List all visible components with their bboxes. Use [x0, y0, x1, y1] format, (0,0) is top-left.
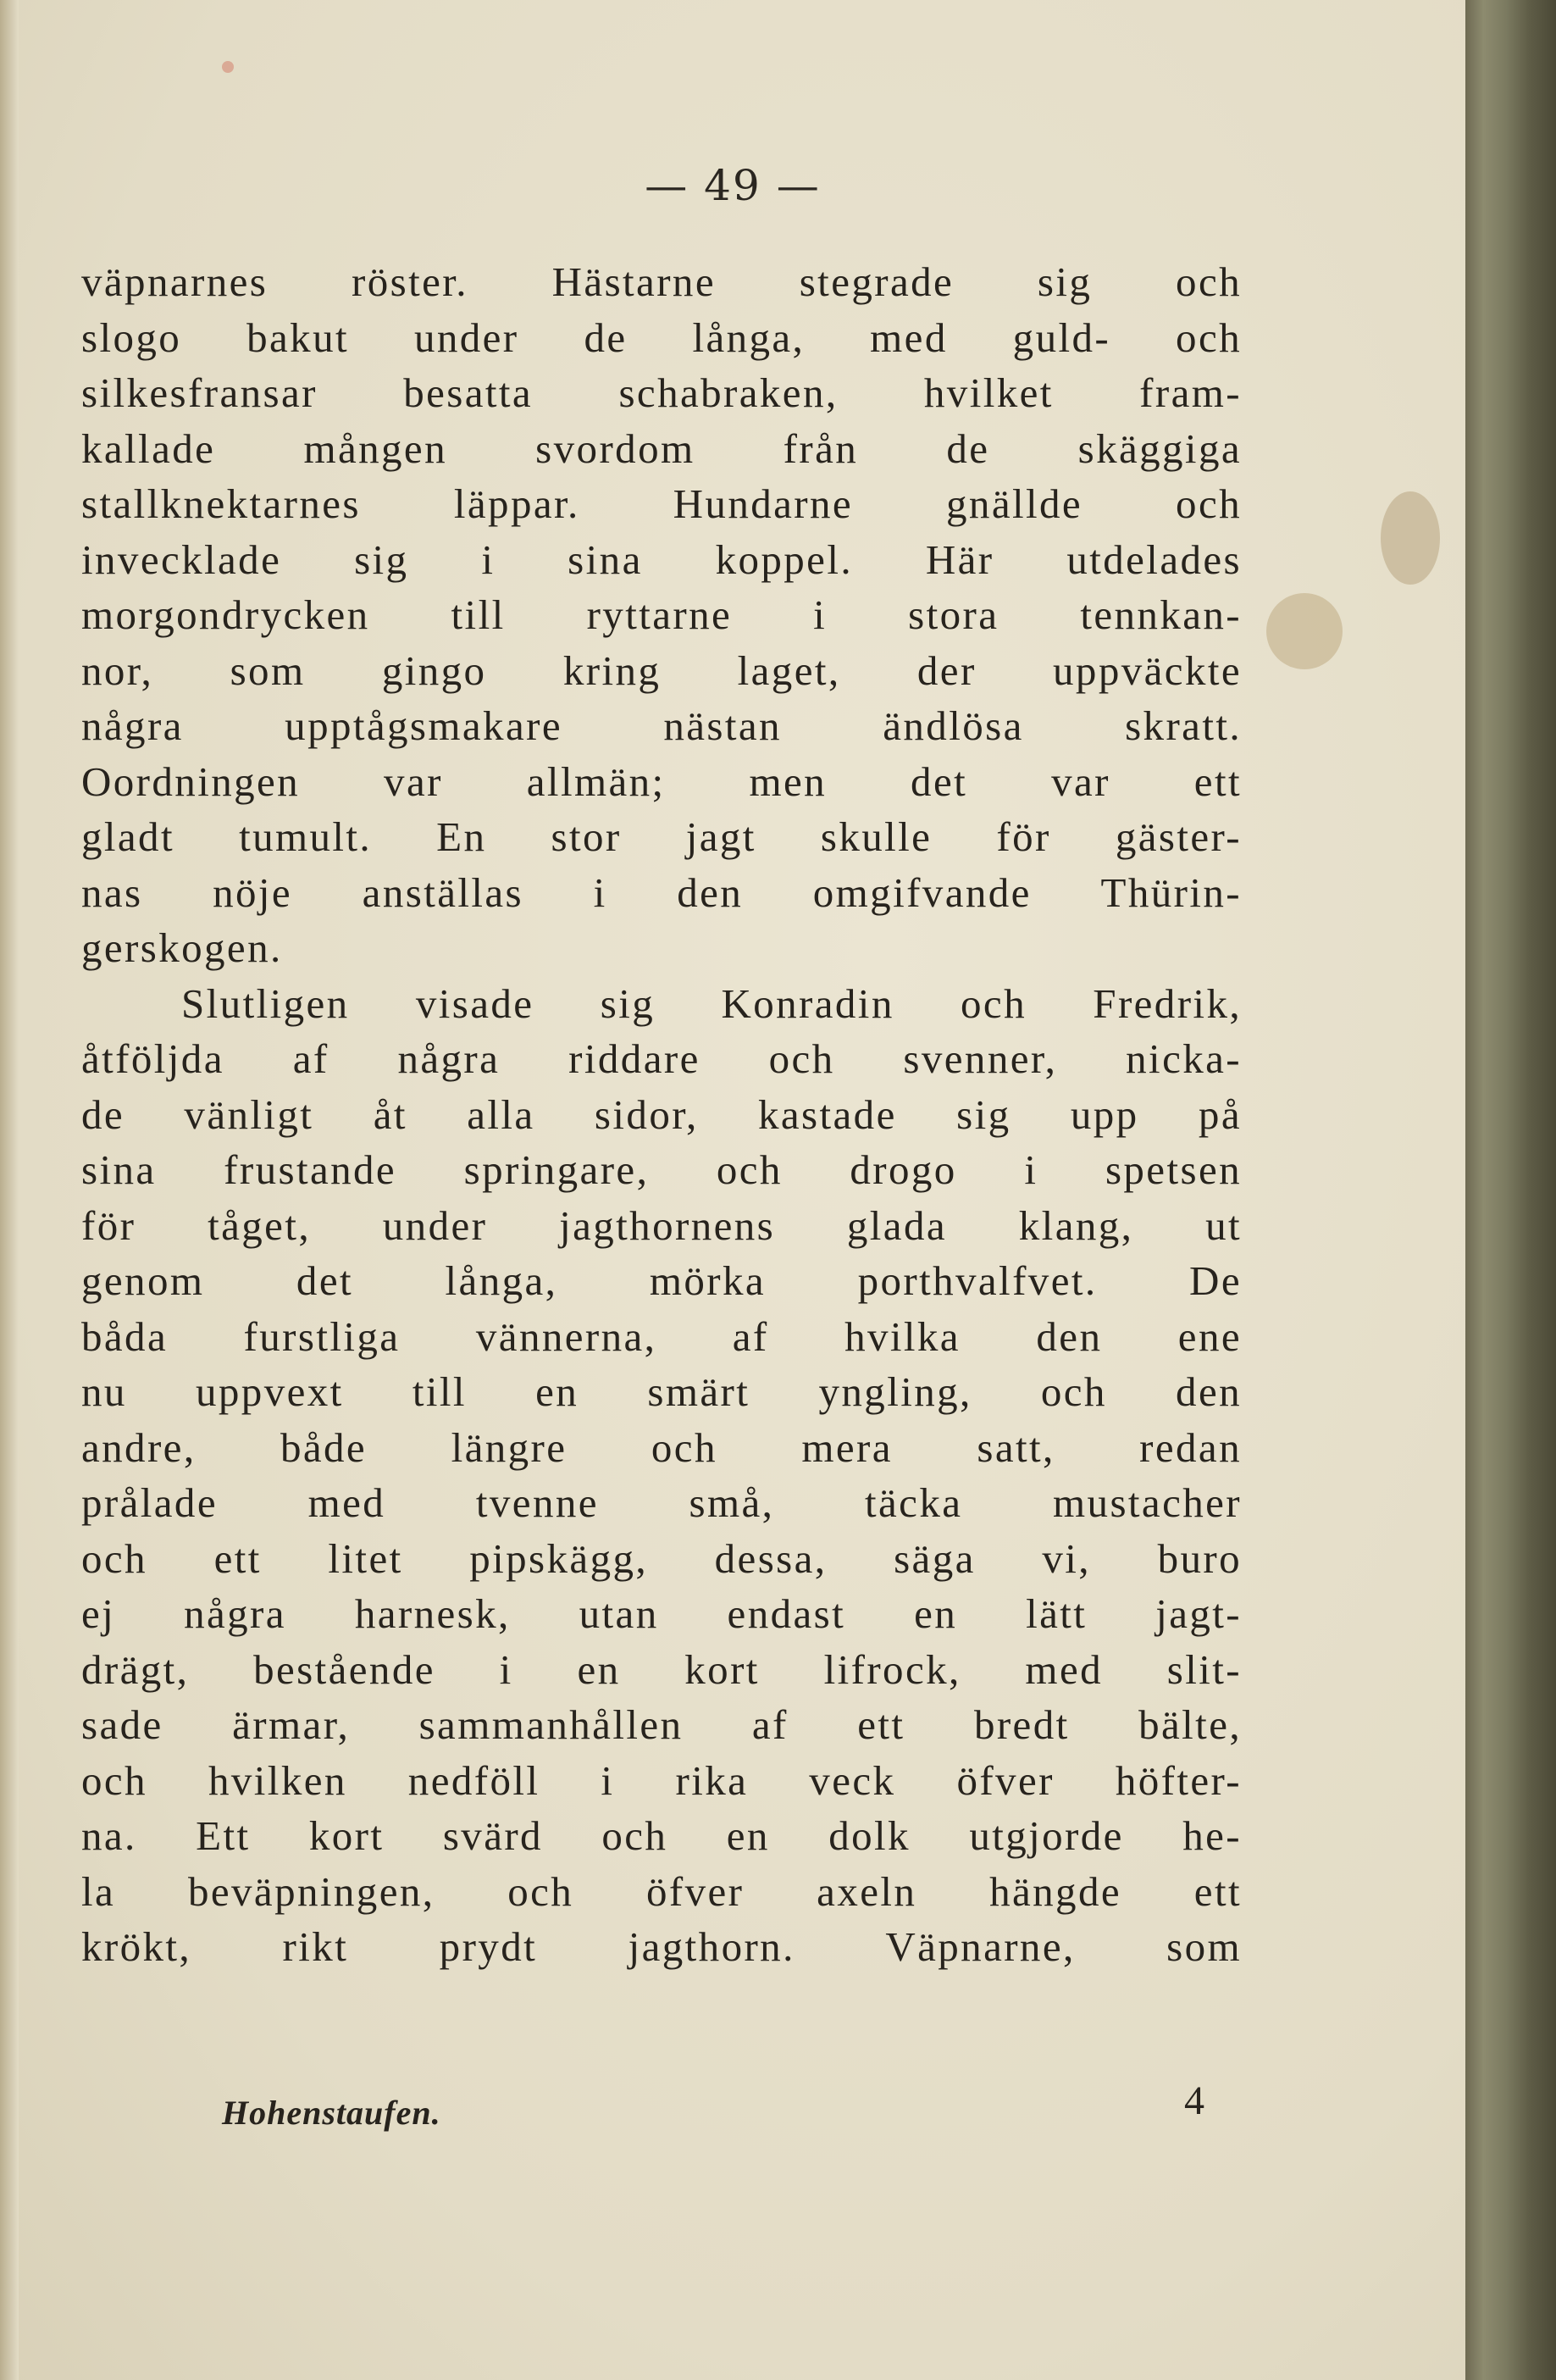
- text-line: drägt, bestående i en kort lifrock, med slit-: [81, 1645, 1242, 1693]
- paper-stain: [1266, 593, 1343, 669]
- text-line: sade ärmar, sammanhållen af ett bredt bälte,: [81, 1701, 1242, 1748]
- signature-mark: Hohenstaufen.: [222, 2094, 441, 2132]
- page-number-header: — 49 —: [645, 161, 821, 210]
- text-line: Slutligen visade sig Konradin och Fredrik,: [181, 979, 1242, 1027]
- text-line: nor, som gingo kring laget, der uppväckte: [81, 646, 1242, 694]
- text-line: gerskogen.: [81, 924, 283, 971]
- page-left-edge: [0, 0, 19, 2380]
- text-line: kallade mången svordom från de skäggiga: [81, 424, 1242, 472]
- text-line: invecklade sig i sina koppel. Här utdelades: [81, 535, 1242, 583]
- page-footer: [222, 2078, 1204, 2133]
- paper-stain: [222, 61, 234, 73]
- text-line: slogo bakut under de långa, med guld- och: [81, 313, 1242, 361]
- text-line: nas nöje anställas i den omgifvande Thürin-: [81, 868, 1242, 916]
- text-line: morgondrycken till ryttarne i stora tennkan-: [81, 591, 1242, 638]
- text-line: några upptågsmakare nästan ändlösa skratt.: [81, 702, 1242, 749]
- text-line: nu uppvext till en smärt yngling, och den: [81, 1368, 1242, 1415]
- text-line: krökt, rikt prydt jagthorn. Väpnarne, som: [81, 1923, 1242, 1970]
- text-line: och ett litet pipskägg, dessa, säga vi, buro: [81, 1534, 1242, 1582]
- text-line: åtföljda af några riddare och svenner, nicka-: [81, 1035, 1242, 1082]
- text-line: la beväpningen, och öfver axeln hängde ett: [81, 1867, 1242, 1915]
- signature-number: 4: [1184, 2078, 1204, 2123]
- text-line: andre, både längre och mera satt, redan: [81, 1423, 1242, 1471]
- text-line: stallknektarnes läppar. Hundarne gnällde och: [81, 480, 1242, 527]
- book-gutter: [1465, 0, 1556, 2380]
- text-line: och hvilken nedföll i rika veck öfver höfter-: [81, 1756, 1242, 1804]
- text-line: ej några harnesk, utan endast en lätt jagt-: [81, 1590, 1242, 1637]
- text-line: väpnarnes röster. Hästarne stegrade sig och: [81, 258, 1242, 305]
- text-line: Oordningen var allmän; men det var ett: [81, 757, 1242, 805]
- text-line: gladt tumult. En stor jagt skulle för gäster-: [81, 813, 1242, 860]
- text-line: genom det långa, mörka porthvalfvet. De: [81, 1257, 1242, 1304]
- text-line: de vänligt åt alla sidor, kastade sig upp på: [81, 1090, 1242, 1138]
- text-line: för tåget, under jagthornens glada klang, ut: [81, 1201, 1242, 1249]
- text-line: silkesfransar besatta schabraken, hvilket fram-: [81, 369, 1242, 416]
- text-line: båda furstliga vännerna, af hvilka den ene: [81, 1312, 1242, 1360]
- text-line: na. Ett kort svärd och en dolk utgjorde he-: [81, 1812, 1242, 1859]
- paper-stain: [1381, 491, 1440, 585]
- text-line: prålade med tvenne små, täcka mustacher: [81, 1479, 1242, 1526]
- body-text: [81, 254, 1242, 1975]
- text-line: sina frustande springare, och drogo i spetsen: [81, 1146, 1242, 1193]
